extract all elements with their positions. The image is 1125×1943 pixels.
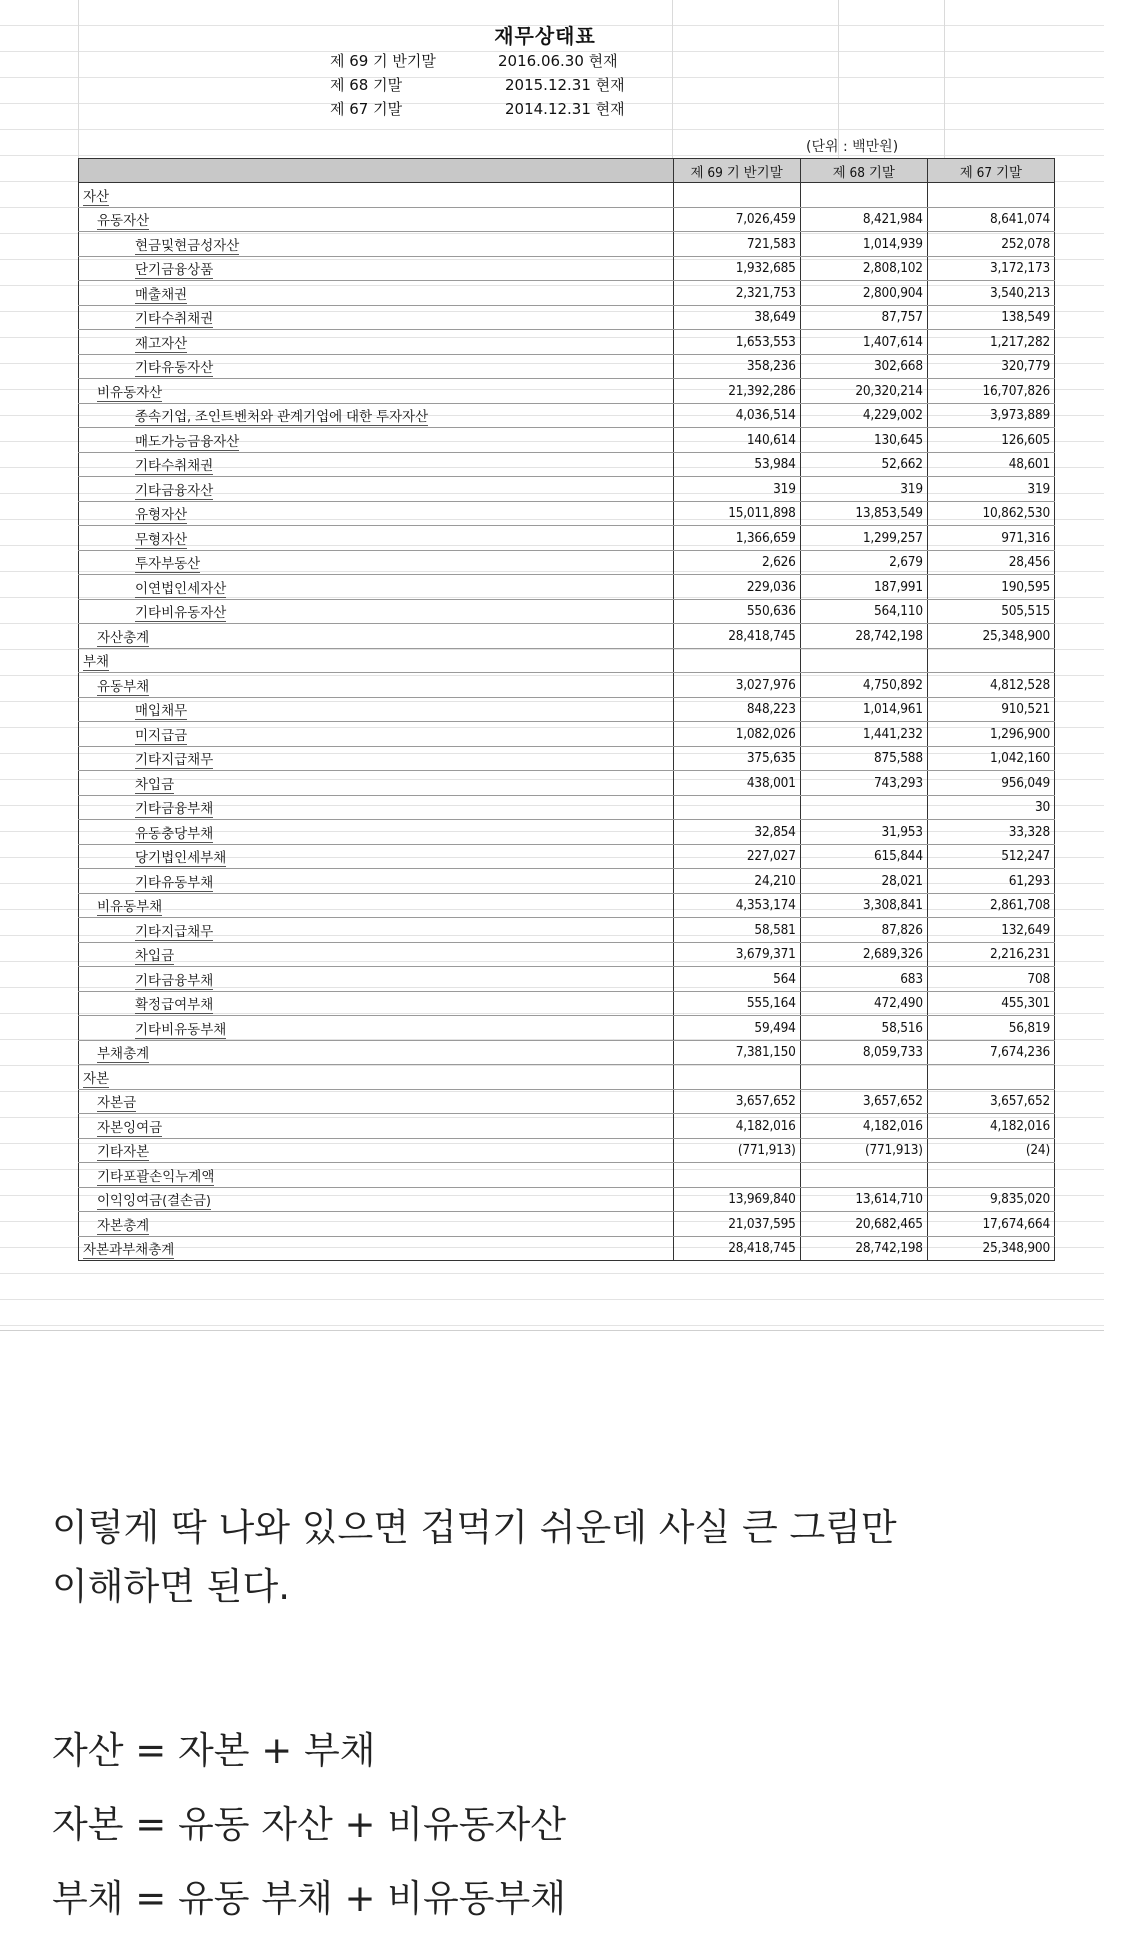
row-label	[79, 1016, 674, 1041]
row-value: 28,418,745	[673, 1236, 800, 1261]
table-row	[79, 746, 1055, 771]
row-value: 1,042,160	[927, 746, 1054, 771]
row-label	[79, 330, 674, 355]
row-value: 2,800,904	[800, 281, 927, 306]
row-value: 3,973,889	[927, 403, 1054, 428]
table-row	[79, 673, 1055, 698]
row-value: 252,078	[927, 232, 1054, 257]
row-value: 4,812,528	[927, 673, 1054, 698]
row-value	[800, 795, 927, 820]
table-row	[79, 1065, 1055, 1090]
row-value: 708	[927, 967, 1054, 992]
row-value: 1,014,961	[800, 697, 927, 722]
row-label-text: 유동부채	[97, 678, 150, 695]
row-value: 1,366,659	[673, 526, 800, 551]
row-label	[79, 991, 674, 1016]
table-row	[79, 1163, 1055, 1188]
row-value: 743,293	[800, 771, 927, 796]
statement-header	[330, 20, 790, 121]
row-label	[79, 820, 674, 845]
row-value: 24,210	[673, 869, 800, 894]
row-value: 32,854	[673, 820, 800, 845]
row-label	[79, 673, 674, 698]
row-value: 848,223	[673, 697, 800, 722]
row-label	[79, 942, 674, 967]
row-label-text: 비유동부채	[97, 899, 163, 916]
row-value	[673, 1163, 800, 1188]
table-row	[79, 477, 1055, 502]
row-value	[673, 795, 800, 820]
row-value: 438,001	[673, 771, 800, 796]
row-value: 4,750,892	[800, 673, 927, 698]
row-value: 2,808,102	[800, 256, 927, 281]
row-label-text: 비유동자산	[97, 384, 163, 401]
row-value: 138,549	[927, 305, 1054, 330]
table-row	[79, 624, 1055, 649]
table-row	[79, 599, 1055, 624]
row-value: 3,540,213	[927, 281, 1054, 306]
row-value: 58,581	[673, 918, 800, 943]
column-header: 제 67 기말	[927, 159, 1054, 183]
table-row	[79, 232, 1055, 257]
table-row	[79, 452, 1055, 477]
row-value: 20,682,465	[800, 1212, 927, 1237]
row-value: 38,649	[673, 305, 800, 330]
table-row	[79, 330, 1055, 355]
formula-list	[52, 1714, 1092, 1936]
row-value: 229,036	[673, 575, 800, 600]
row-label	[79, 550, 674, 575]
table-row	[79, 403, 1055, 428]
row-value	[800, 648, 927, 673]
row-label-text: 현금및현금성자산	[135, 237, 240, 254]
row-label-text: 매출채권	[135, 286, 188, 303]
row-value	[673, 648, 800, 673]
row-value: 375,635	[673, 746, 800, 771]
row-label-text: 기타수취채권	[135, 458, 214, 475]
row-value: 25,348,900	[927, 1236, 1054, 1261]
formula-line: 부채 = 유동 부채 + 비유동부채	[52, 1877, 566, 1920]
row-value: 28,742,198	[800, 1236, 927, 1261]
row-label-text: 기타수취채권	[135, 311, 214, 328]
row-label-text: 기타금융자산	[135, 482, 214, 499]
row-value: 8,059,733	[800, 1040, 927, 1065]
period-date: 2015.12.31 현재	[505, 76, 625, 94]
table-row	[79, 869, 1055, 894]
row-label	[79, 379, 674, 404]
row-value: 13,614,710	[800, 1187, 927, 1212]
row-value: 505,515	[927, 599, 1054, 624]
row-value: 1,217,282	[927, 330, 1054, 355]
row-label-text: 확정급여부채	[135, 997, 214, 1014]
row-value	[927, 183, 1054, 208]
row-value: 21,037,595	[673, 1212, 800, 1237]
row-value: 28,021	[800, 869, 927, 894]
row-value: 4,353,174	[673, 893, 800, 918]
row-label	[79, 697, 674, 722]
row-label	[79, 795, 674, 820]
row-value	[800, 1163, 927, 1188]
row-label-text: 자본	[83, 1070, 110, 1087]
row-value	[673, 183, 800, 208]
row-value: 2,679	[800, 550, 927, 575]
row-value: 28,456	[927, 550, 1054, 575]
row-label	[79, 624, 674, 649]
row-value: 550,636	[673, 599, 800, 624]
table-row	[79, 991, 1055, 1016]
row-label-text: 기타비유동자산	[135, 605, 227, 622]
row-value: 48,601	[927, 452, 1054, 477]
row-label-text: 매도가능금융자산	[135, 433, 240, 450]
explanation-line: 이해하면 된다.	[52, 1565, 290, 1608]
row-value: 25,348,900	[927, 624, 1054, 649]
row-value: 1,441,232	[800, 722, 927, 747]
period-label: 제 68 기말	[330, 76, 403, 94]
table-row	[79, 697, 1055, 722]
table-row	[79, 1114, 1055, 1139]
row-value	[927, 1065, 1054, 1090]
table-row	[79, 967, 1055, 992]
row-value: 2,321,753	[673, 281, 800, 306]
row-label-text: 기타포괄손익누계액	[97, 1168, 215, 1185]
row-label	[79, 354, 674, 379]
row-value: 302,668	[800, 354, 927, 379]
row-value: 59,494	[673, 1016, 800, 1041]
row-value: 21,392,286	[673, 379, 800, 404]
row-value: 20,320,214	[800, 379, 927, 404]
row-value: 7,026,459	[673, 207, 800, 232]
row-label	[79, 1040, 674, 1065]
row-label-text: 미지급금	[135, 727, 188, 744]
row-label-text: 재고자산	[135, 335, 188, 352]
table-row	[79, 207, 1055, 232]
row-label-text: 유동충당부채	[135, 825, 214, 842]
table-row	[79, 1187, 1055, 1212]
row-label-text: 기타금융부채	[135, 972, 214, 989]
row-label	[79, 893, 674, 918]
row-label	[79, 428, 674, 453]
row-value: 10,862,530	[927, 501, 1054, 526]
row-label-text: 이익잉여금(결손금)	[97, 1193, 211, 1210]
table-row	[79, 795, 1055, 820]
table-row	[79, 428, 1055, 453]
row-label	[79, 281, 674, 306]
row-label	[79, 575, 674, 600]
row-value: 4,036,514	[673, 403, 800, 428]
row-value: 15,011,898	[673, 501, 800, 526]
table-row	[79, 648, 1055, 673]
table-row	[79, 550, 1055, 575]
row-label	[79, 1114, 674, 1139]
table-row	[79, 501, 1055, 526]
row-value: 187,991	[800, 575, 927, 600]
statement-title: 재무상태표	[494, 24, 596, 48]
row-value: 16,707,826	[927, 379, 1054, 404]
row-label-text: 자본잉여금	[97, 1119, 163, 1136]
row-label	[79, 918, 674, 943]
row-label	[79, 746, 674, 771]
column-header: 제 69 기 반기말	[673, 159, 800, 183]
row-value	[800, 1065, 927, 1090]
row-value: 455,301	[927, 991, 1054, 1016]
table-row	[79, 893, 1055, 918]
row-label	[79, 207, 674, 232]
row-label-text: 차입금	[135, 948, 175, 965]
table-row	[79, 305, 1055, 330]
row-value: 17,674,664	[927, 1212, 1054, 1237]
row-value: 1,296,900	[927, 722, 1054, 747]
table-row	[79, 575, 1055, 600]
row-label-text: 유동자산	[97, 213, 150, 230]
row-label-text: 투자부동산	[135, 556, 201, 573]
row-label	[79, 599, 674, 624]
row-value: 3,657,652	[800, 1089, 927, 1114]
row-label-text: 부채	[83, 654, 110, 671]
row-value: 130,645	[800, 428, 927, 453]
row-value: 3,679,371	[673, 942, 800, 967]
row-value: 9,835,020	[927, 1187, 1054, 1212]
row-label	[79, 771, 674, 796]
row-value: 3,172,173	[927, 256, 1054, 281]
period-line	[330, 73, 790, 97]
row-label-text: 자산총계	[97, 629, 150, 646]
row-label-text: 기타유동자산	[135, 360, 214, 377]
row-label-text: 이연법인세자산	[135, 580, 227, 597]
row-value: 319	[800, 477, 927, 502]
row-value: 1,407,614	[800, 330, 927, 355]
row-value: 31,953	[800, 820, 927, 845]
table-row	[79, 281, 1055, 306]
formula-line: 자산 = 자본 + 부채	[52, 1729, 376, 1772]
row-value: 13,969,840	[673, 1187, 800, 1212]
row-label-text: 기타자본	[97, 1144, 150, 1161]
row-label-text: 무형자산	[135, 531, 188, 548]
row-value	[927, 1163, 1054, 1188]
table-row	[79, 183, 1055, 208]
row-value: 53,984	[673, 452, 800, 477]
row-label-text: 기타금융부채	[135, 801, 214, 818]
grid-line	[78, 0, 79, 160]
row-value	[800, 183, 927, 208]
table-row	[79, 1236, 1055, 1261]
row-value: 61,293	[927, 869, 1054, 894]
row-value: (771,913)	[800, 1138, 927, 1163]
row-value: 87,757	[800, 305, 927, 330]
row-value: 358,236	[673, 354, 800, 379]
row-value: 564,110	[800, 599, 927, 624]
column-header	[79, 159, 674, 183]
explanation-line: 이렇게 딱 나와 있으면 겁먹기 쉬운데 사실 큰 그림만	[52, 1506, 897, 1549]
table-row	[79, 256, 1055, 281]
grid-line	[944, 0, 945, 160]
row-label	[79, 1212, 674, 1237]
row-label	[79, 1138, 674, 1163]
row-value: 3,308,841	[800, 893, 927, 918]
formula-line: 자본 = 유동 자산 + 비유동자산	[52, 1803, 566, 1846]
table-row	[79, 722, 1055, 747]
row-value: 2,861,708	[927, 893, 1054, 918]
row-value: 33,328	[927, 820, 1054, 845]
row-value: 4,229,002	[800, 403, 927, 428]
period-date: 2014.12.31 현재	[505, 100, 625, 118]
row-label-text: 부채총계	[97, 1046, 150, 1063]
row-value: 472,490	[800, 991, 927, 1016]
row-value: 683	[800, 967, 927, 992]
table-row	[79, 1040, 1055, 1065]
table-row	[79, 844, 1055, 869]
table-row	[79, 1212, 1055, 1237]
row-value: 7,381,150	[673, 1040, 800, 1065]
row-label-text: 차입금	[135, 776, 175, 793]
row-value: 555,164	[673, 991, 800, 1016]
table-row	[79, 918, 1055, 943]
row-value: 87,826	[800, 918, 927, 943]
row-label	[79, 844, 674, 869]
column-header: 제 68 기말	[800, 159, 927, 183]
row-label-text: 자산	[83, 188, 110, 205]
row-value: 910,521	[927, 697, 1054, 722]
period-line	[330, 49, 790, 73]
row-label	[79, 722, 674, 747]
row-value: 1,932,685	[673, 256, 800, 281]
row-value: (24)	[927, 1138, 1054, 1163]
row-value: 1,299,257	[800, 526, 927, 551]
row-value: 140,614	[673, 428, 800, 453]
row-label	[79, 1089, 674, 1114]
row-value: 320,779	[927, 354, 1054, 379]
explanation-text	[52, 1498, 1092, 1616]
row-value: 3,657,652	[927, 1089, 1054, 1114]
row-value: 13,853,549	[800, 501, 927, 526]
row-value: 3,657,652	[673, 1089, 800, 1114]
row-value: 4,182,016	[927, 1114, 1054, 1139]
table-header-row	[79, 159, 1055, 183]
row-value: 7,674,236	[927, 1040, 1054, 1065]
row-label	[79, 256, 674, 281]
table-row	[79, 379, 1055, 404]
row-label-text: 유형자산	[135, 507, 188, 524]
row-value: 2,626	[673, 550, 800, 575]
row-value: 52,662	[800, 452, 927, 477]
row-label-text: 종속기업, 조인트벤처와 관계기업에 대한 투자자산	[135, 409, 429, 426]
row-value: 28,742,198	[800, 624, 927, 649]
table-row	[79, 1089, 1055, 1114]
row-value: 8,641,074	[927, 207, 1054, 232]
row-label	[79, 526, 674, 551]
unit-label: (단위 : 백만원)	[806, 139, 899, 155]
row-label	[79, 648, 674, 673]
row-label	[79, 183, 674, 208]
row-value: 319	[927, 477, 1054, 502]
table-row	[79, 820, 1055, 845]
row-value: 126,605	[927, 428, 1054, 453]
table-row	[79, 771, 1055, 796]
row-value: 56,819	[927, 1016, 1054, 1041]
period-label: 제 69 기 반기말	[330, 52, 436, 70]
row-label	[79, 1187, 674, 1212]
row-label-text: 기타지급채무	[135, 923, 214, 940]
table-row	[79, 354, 1055, 379]
row-value: 1,653,553	[673, 330, 800, 355]
row-label	[79, 477, 674, 502]
row-value: 8,421,984	[800, 207, 927, 232]
row-label	[79, 1236, 674, 1261]
row-value: 615,844	[800, 844, 927, 869]
row-label-text: 기타비유동부채	[135, 1021, 227, 1038]
row-label-text: 자본과부채총계	[83, 1242, 175, 1259]
row-value: 28,418,745	[673, 624, 800, 649]
row-value: 132,649	[927, 918, 1054, 943]
row-label-text: 당기법인세부채	[135, 850, 227, 867]
row-label	[79, 501, 674, 526]
row-value: 4,182,016	[800, 1114, 927, 1139]
row-label	[79, 1163, 674, 1188]
row-value: 3,027,976	[673, 673, 800, 698]
row-value: 319	[673, 477, 800, 502]
row-value: (771,913)	[673, 1138, 800, 1163]
row-value: 190,595	[927, 575, 1054, 600]
row-value: 564	[673, 967, 800, 992]
row-label-text: 자본총계	[97, 1217, 150, 1234]
period-date: 2016.06.30 현재	[498, 52, 618, 70]
period-label: 제 67 기말	[330, 100, 403, 118]
row-value: 721,583	[673, 232, 800, 257]
table-row	[79, 526, 1055, 551]
row-label	[79, 1065, 674, 1090]
row-label	[79, 869, 674, 894]
row-label	[79, 452, 674, 477]
row-label-text: 매입채무	[135, 703, 188, 720]
balance-sheet-table	[78, 158, 1055, 1261]
row-label	[79, 232, 674, 257]
row-value: 512,247	[927, 844, 1054, 869]
row-value: 227,027	[673, 844, 800, 869]
row-value: 1,082,026	[673, 722, 800, 747]
row-value: 2,689,326	[800, 942, 927, 967]
row-value: 956,049	[927, 771, 1054, 796]
table-row	[79, 1138, 1055, 1163]
period-line	[330, 97, 790, 121]
row-label-text: 자본금	[97, 1095, 137, 1112]
row-value: 4,182,016	[673, 1114, 800, 1139]
table-row	[79, 942, 1055, 967]
row-value: 2,216,231	[927, 942, 1054, 967]
row-value: 971,316	[927, 526, 1054, 551]
row-label-text: 단기금융상품	[135, 262, 214, 279]
row-label	[79, 305, 674, 330]
row-value: 875,588	[800, 746, 927, 771]
row-label	[79, 967, 674, 992]
table-body	[79, 183, 1055, 1261]
row-value: 58,516	[800, 1016, 927, 1041]
row-label	[79, 403, 674, 428]
row-value: 30	[927, 795, 1054, 820]
table-row	[79, 1016, 1055, 1041]
row-label-text: 기타지급채무	[135, 752, 214, 769]
row-value	[927, 648, 1054, 673]
row-label-text: 기타유동부채	[135, 874, 214, 891]
row-value: 1,014,939	[800, 232, 927, 257]
row-value	[673, 1065, 800, 1090]
